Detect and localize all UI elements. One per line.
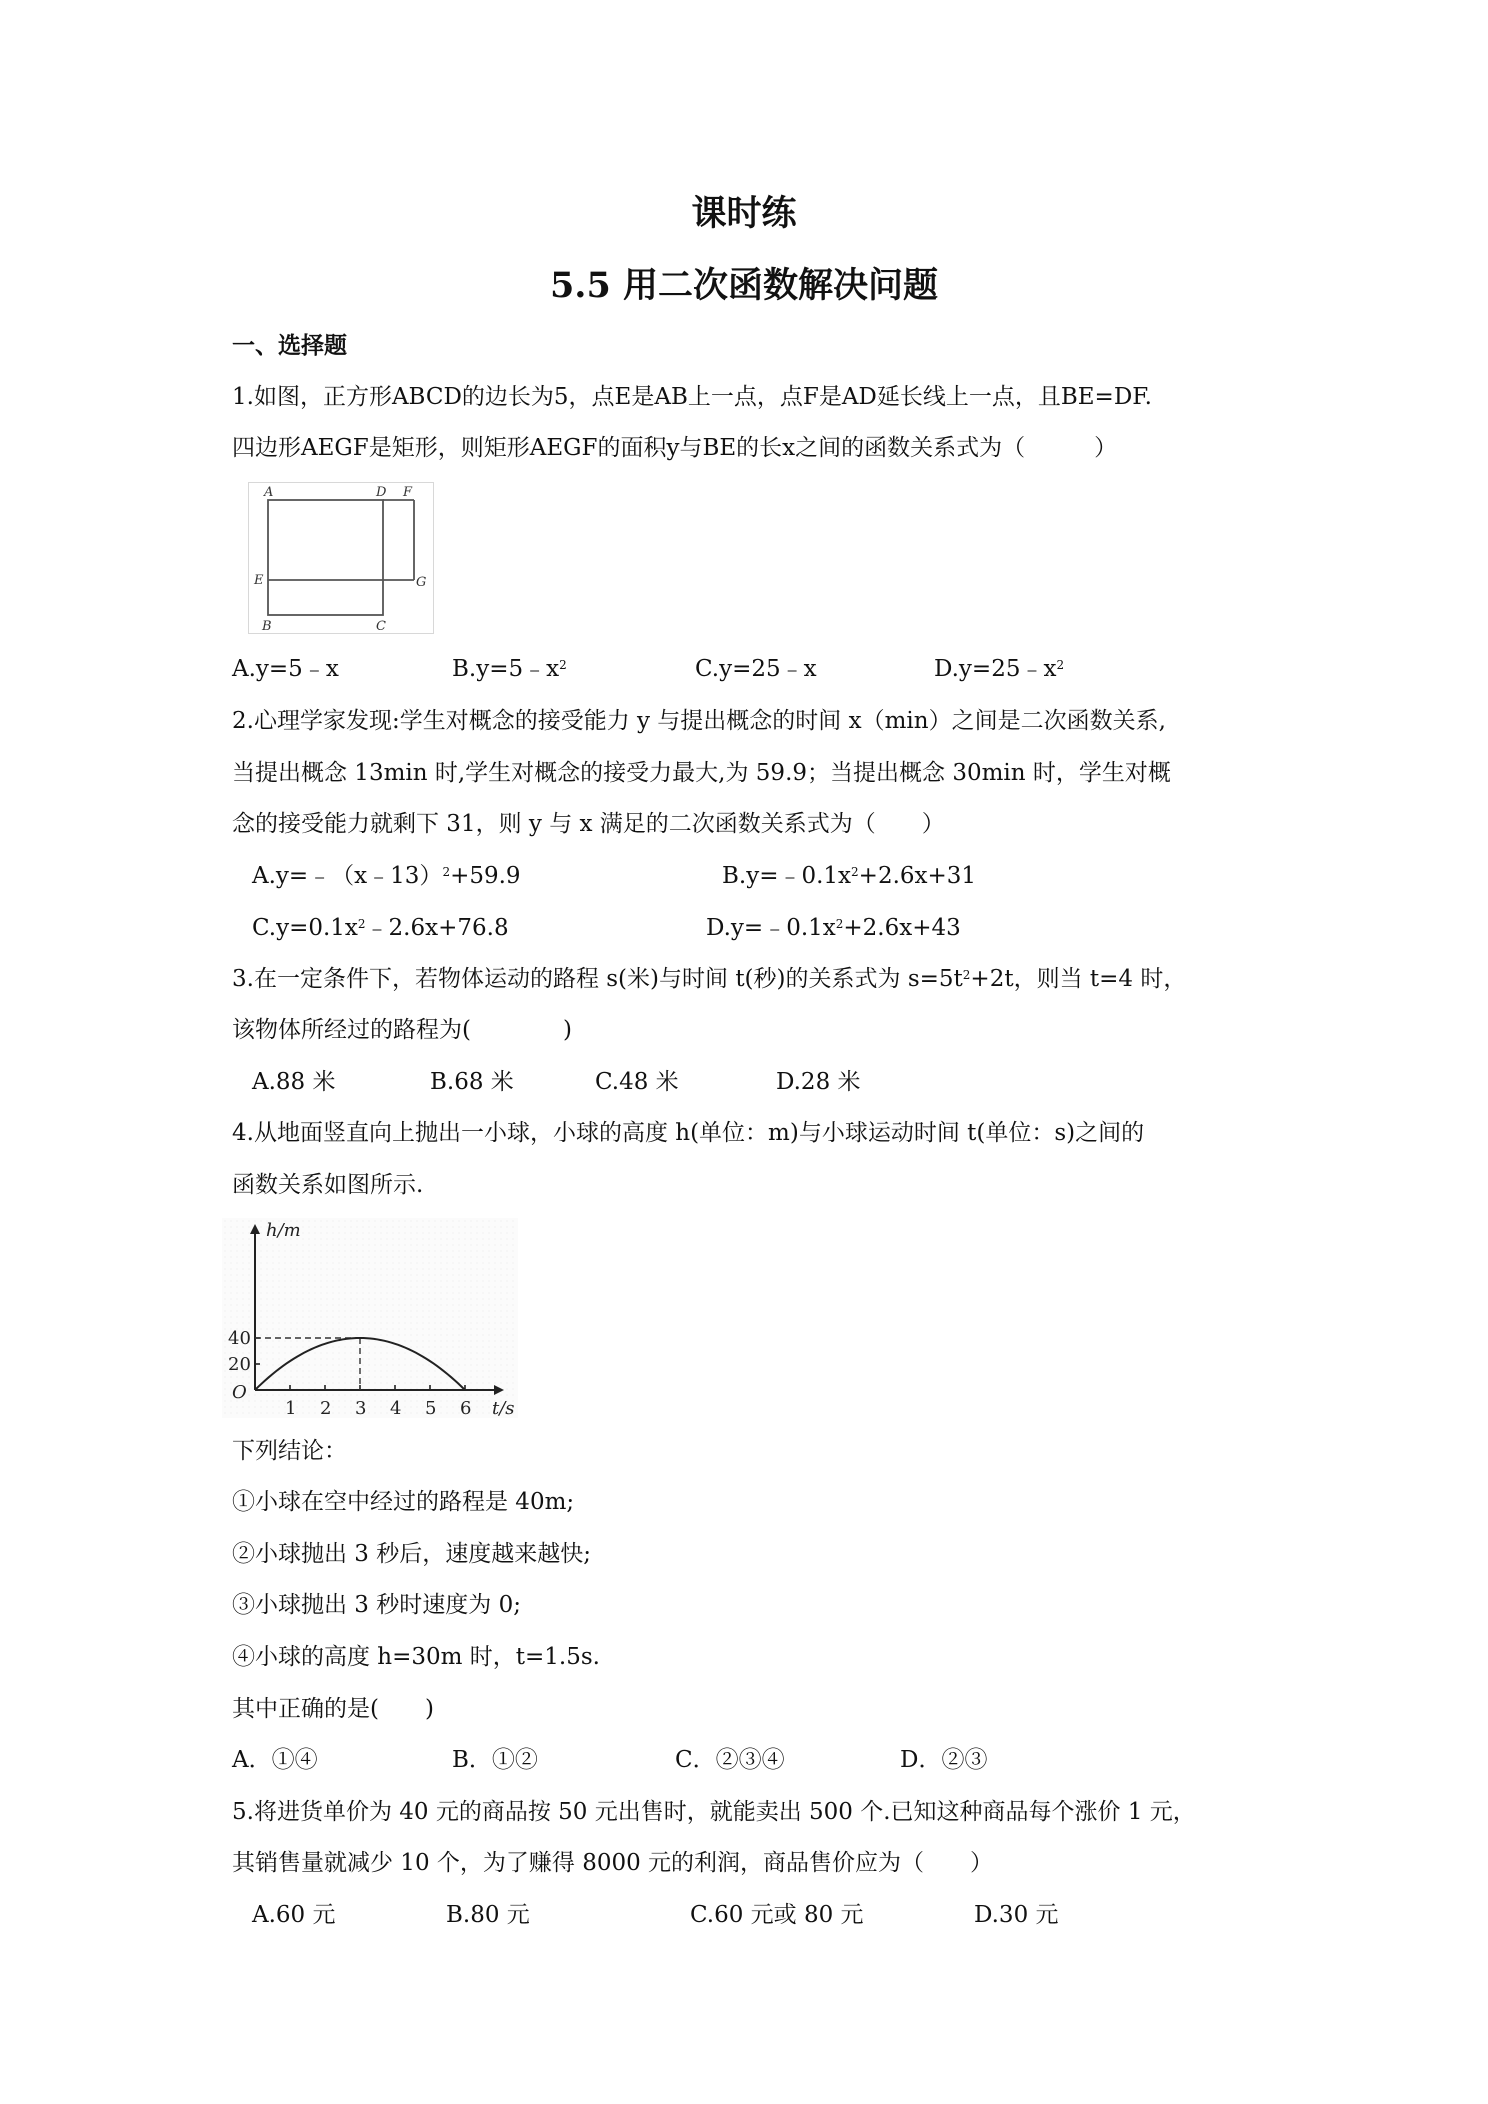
q2-option-a[interactable]: A.y=﹣（x﹣13）$^2$+59.9 bbox=[252, 863, 521, 889]
q5-line2: 其销售量就减少 10 个，为了赚得 8000 元的利润，商品售价应为（ ） bbox=[232, 1850, 994, 1876]
q2-line1: 2.心理学家发现:学生对概念的接受能力 y 与提出概念的时间 x（min）之间是二次函数关系, bbox=[232, 708, 1166, 734]
q4-intro: 下列结论： bbox=[232, 1438, 347, 1464]
q5-option-c[interactable]: C.60 元或 80 元 bbox=[690, 1902, 864, 1928]
q3-option-a[interactable]: A.88 米 bbox=[252, 1069, 336, 1095]
label-b: B bbox=[262, 619, 272, 634]
q3-option-b[interactable]: B.68 米 bbox=[430, 1069, 514, 1095]
q4-statement-1: ①小球在空中经过的路程是 40m; bbox=[232, 1489, 575, 1515]
q3-line1: 3.在一定条件下，若物体运动的路程 s(米)与时间 t(秒)的关系式为 $s=5t^2+2t$，则当 t=4 时， bbox=[232, 966, 1187, 992]
q4-option-d[interactable]: D．②③ bbox=[900, 1747, 988, 1773]
q1-line1: 1.如图，正方形ABCD的边长为5，点E是AB上一点，点F是AD延长线上一点，且BE=DF. bbox=[232, 384, 1152, 410]
q4-option-b[interactable]: B．①② bbox=[452, 1747, 538, 1773]
x-tick-label: 1 bbox=[285, 1398, 297, 1418]
q3-option-c[interactable]: C.48 米 bbox=[595, 1069, 679, 1095]
x-tick-label: 2 bbox=[320, 1398, 332, 1418]
q2-option-b[interactable]: $B.y=﹣0.1x^2+2.6x+31$ bbox=[722, 863, 977, 889]
label-e: E bbox=[254, 573, 264, 588]
page-subtitle: 5.5 用二次函数解决问题 bbox=[549, 265, 939, 306]
q5-line1: 5.将进货单价为 40 元的商品按 50 元出售时，就能卖出 500 个.已知这种商品每个涨价 1 元， bbox=[232, 1799, 1196, 1825]
section-heading: 一、选择题 bbox=[232, 333, 347, 359]
q4-statement-4: ④小球的高度 h=30m 时，t=1.5s. bbox=[232, 1644, 600, 1670]
q2-option-d[interactable]: $D.y=﹣0.1x^2+2.6x+43$ bbox=[706, 915, 961, 941]
q4-statement-2: ②小球抛出 3 秒后，速度越来越快; bbox=[232, 1541, 592, 1567]
q2-option-c[interactable]: $C.y=0.1x^2﹣2.6x+76.8$ bbox=[252, 915, 509, 941]
x-tick-label: 3 bbox=[355, 1398, 367, 1418]
q5-option-d[interactable]: D.30 元 bbox=[974, 1902, 1059, 1928]
q1-option-b[interactable]: $B.y=5﹣x^2$ bbox=[452, 656, 567, 682]
x-axis-label: t/s bbox=[492, 1398, 515, 1418]
label-d: D bbox=[376, 485, 387, 500]
q1-option-a[interactable]: A.y=5﹣x bbox=[232, 656, 339, 682]
q4-line1: 4.从地面竖直向上抛出一小球，小球的高度 h(单位：m)与小球运动时间 t(单位：s)之间的 bbox=[232, 1120, 1145, 1146]
square-abcd bbox=[268, 500, 383, 615]
q5-option-b[interactable]: B.80 元 bbox=[446, 1902, 530, 1928]
y-tick-label: 40 bbox=[228, 1328, 251, 1349]
q4-height-graph bbox=[222, 1218, 518, 1418]
label-c: C bbox=[376, 619, 386, 634]
label-g: G bbox=[416, 575, 427, 590]
q1-square-figure bbox=[248, 482, 434, 634]
q1-option-c[interactable]: C.y=25﹣x bbox=[695, 656, 817, 682]
q1-option-d[interactable]: $D.y=25﹣x^2$ bbox=[934, 656, 1065, 682]
q4-statement-3: ③小球抛出 3 秒时速度为 0; bbox=[232, 1592, 521, 1618]
label-f: F bbox=[403, 485, 413, 500]
q3-line2: 该物体所经过的路程为( ) bbox=[232, 1017, 572, 1043]
q2-line2: 当提出概念 13min 时,学生对概念的接受力最大,为 59.9；当提出概念 30min 时，学生对概 bbox=[232, 760, 1171, 786]
q2-line3: 念的接受能力就剩下 31，则 y 与 x 满足的二次函数关系式为（ ） bbox=[232, 811, 945, 837]
q1-line2: 四边形AEGF是矩形，则矩形AEGF的面积y与BE的长x之间的函数关系式为（ ） bbox=[232, 435, 1118, 461]
q4-line2: 函数关系如图所示. bbox=[232, 1172, 424, 1198]
q5-option-a[interactable]: A.60 元 bbox=[252, 1902, 336, 1928]
y-axis-label: h/m bbox=[266, 1220, 301, 1241]
q4-option-a[interactable]: A．①④ bbox=[232, 1747, 318, 1773]
x-tick-label: 4 bbox=[390, 1398, 402, 1418]
x-tick-label: 6 bbox=[460, 1398, 472, 1418]
q4-ask: 其中正确的是( ) bbox=[232, 1696, 434, 1722]
origin-label: O bbox=[232, 1382, 247, 1403]
page-title: 课时练 bbox=[691, 193, 797, 234]
q4-option-c[interactable]: C．②③④ bbox=[675, 1747, 785, 1773]
x-tick-label: 5 bbox=[425, 1398, 437, 1418]
label-a: A bbox=[264, 485, 274, 500]
y-tick-label: 20 bbox=[228, 1354, 251, 1375]
q3-option-d[interactable]: D.28 米 bbox=[776, 1069, 861, 1095]
